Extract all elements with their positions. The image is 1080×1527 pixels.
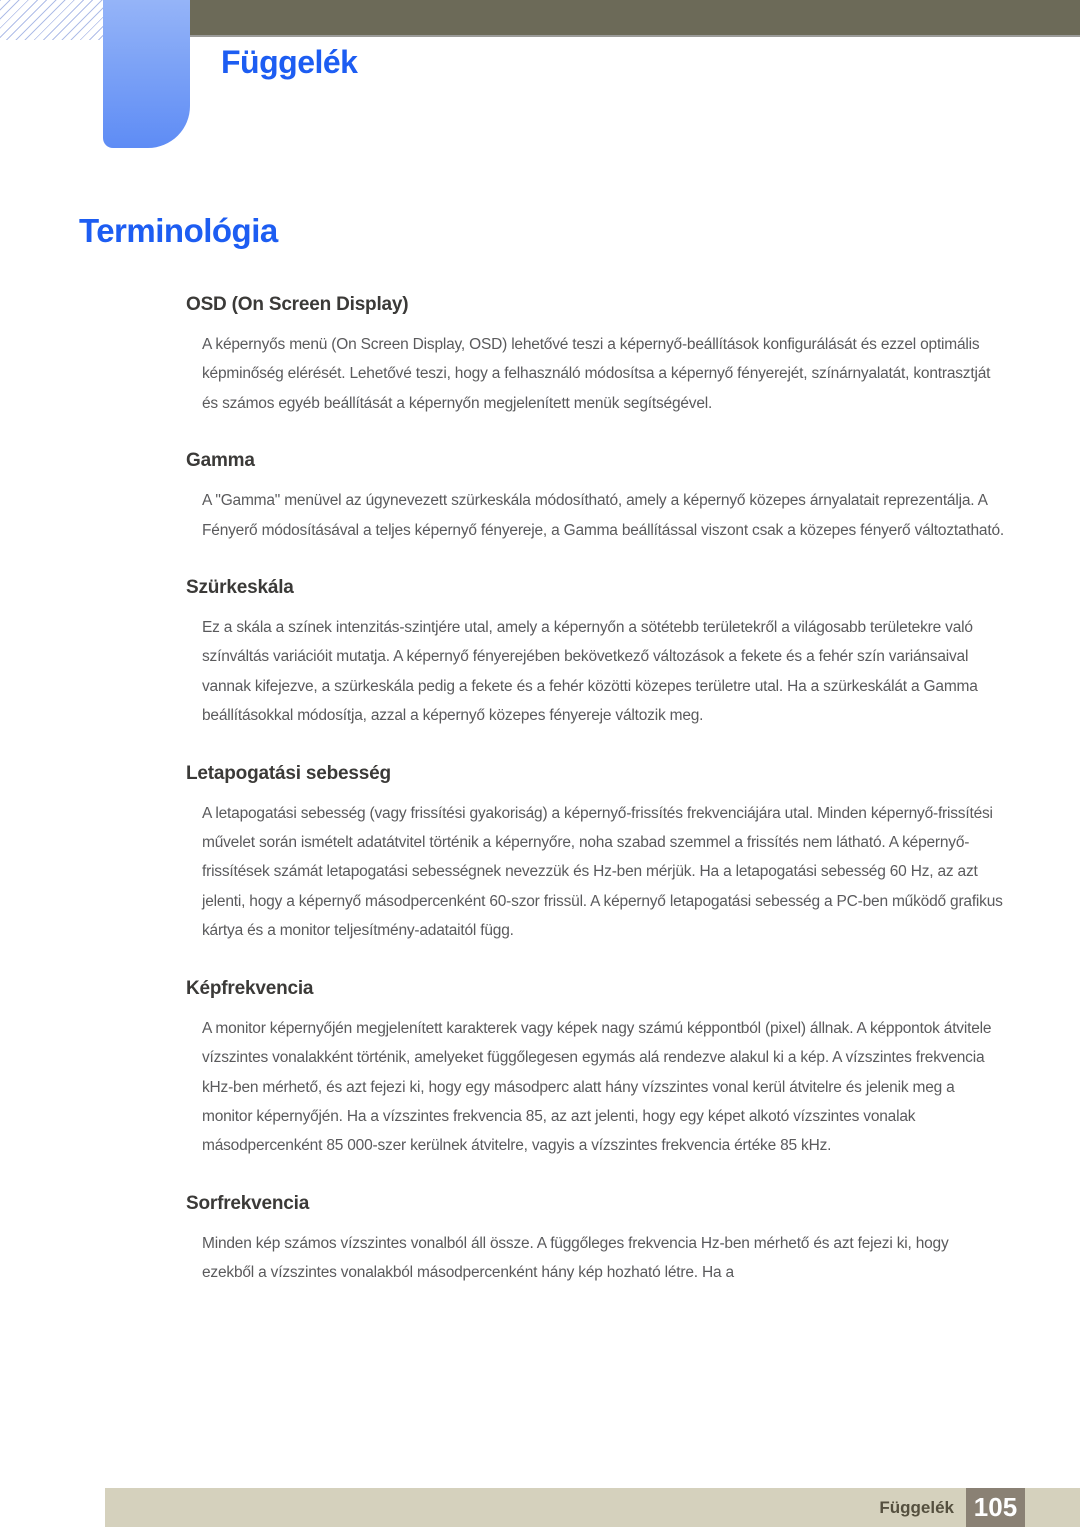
chapter-title: Függelék: [221, 44, 358, 80]
page-number-badge: 105: [966, 1488, 1025, 1527]
section-heading: Képfrekvencia: [186, 977, 314, 999]
section-grayscale: [186, 577, 1016, 731]
section-body: A monitor képernyőjén megjelenített karakterek vagy képek nagy számú képpontból (pixel) állnak. A képpontok átvitele vízszintes vonalakként történik, amelyeket függőlegesen egymás alá rendezve alakul ki a kép. A vízszintes frekvencia kHz-ben mérhető, és azt fejezi ki, hogy egy másodperc alatt hány vízszintes vonal kerül átvitelre és jelenik meg a monitor képernyőjén. Ha a vízszintes frekvencia 85, az azt jelenti, hogy egy képet alkotó vízszintes vonalak másodpercenként 85 000-szer kerülnek átvitelre, vagyis a vízszintes frekvencia értéke 85 kHz.: [202, 1019, 992, 1155]
section-heading: Szürkeskála: [186, 577, 294, 599]
section-scan-rate: [186, 763, 1016, 946]
page-title: Terminológia: [79, 212, 278, 249]
section-body: A "Gamma" menüvel az úgynevezett szürkeskála módosítható, amely a képernyő közepes árnyalatait reprezentálja. A Fényerő módosításával a teljes képernyő fényereje, a Gamma beállítással viszont csak a közepes fényerő változtatható.: [202, 492, 1004, 539]
section-body: A képernyős menü (On Screen Display, OSD) lehetővé teszi a képernyő-beállítások konfigurálását és ezzel optimális képminőség elérését. Lehetővé teszi, hogy a felhasználó módosítsa a képernyő fényerejét, színárnyalatát, kontrasztját és számos egyéb beállítását a képernyőn megjelenített menük segítségével.: [202, 336, 991, 412]
section-heading: OSD (On Screen Display): [186, 294, 409, 315]
corner-stripes-decoration: [0, 0, 106, 40]
footer-section-label: Függelék: [879, 1497, 954, 1517]
chapter-tab-shape: [103, 0, 190, 148]
section-body: A letapogatási sebesség (vagy frissítési gyakoriság) a képernyő-frissítés frekvenciájára utal. Minden képernyő-frissítési művelet során ismételt adatátvitel történik a képernyőre, noha szabad szemmel a frissítés nem látható. A képernyő-frissítések számát letapogatási sebességnek nevezzük és Hz-ben mérjük. Ha a letapogatási sebesség 60 Hz, az azt jelenti, hogy a képernyő másodpercenként 60-szor frissül. A képernyő letapogatási sebesség a PC-ben működő grafikus kártya és a monitor teljesítmény-adataitól függ.: [202, 804, 1003, 940]
content-area: [186, 294, 1016, 1320]
section-heading: Letapogatási sebesség: [186, 762, 391, 784]
section-horizontal-frequency: [186, 978, 1016, 1161]
section-body: Minden kép számos vízszintes vonalból áll össze. A függőleges frekvencia Hz-ben mérhető és azt fejezi ki, hogy ezekből a vízszintes vonalakból másodpercenként hány kép hozható létre. Ha a: [202, 1234, 949, 1282]
section-heading: Gamma: [186, 450, 255, 472]
section-heading: Sorfrekvencia: [186, 1192, 310, 1214]
section-body: Ez a skála a színek intenzitás-szintjére utal, amely a képernyőn a sötétebb területekről a világosabb területekre való színváltás variációit mutatja. A képernyő fényerejében bekövetkező változások a fekete és a fehér szín variánsaival vannak kifejezve, a szürkeskála pedig a fekete és a fehér közötti közepes területre utal. Ha a szürkeskálát a Gamma beállításokkal módosítja, azzal a képernyő közepes fényereje változik meg.: [202, 619, 978, 725]
section-osd: [186, 294, 1016, 418]
footer-bar: [105, 1488, 1080, 1527]
section-vertical-frequency: [186, 1193, 1016, 1288]
section-gamma: [186, 450, 1016, 545]
header-bar: [189, 0, 1080, 37]
